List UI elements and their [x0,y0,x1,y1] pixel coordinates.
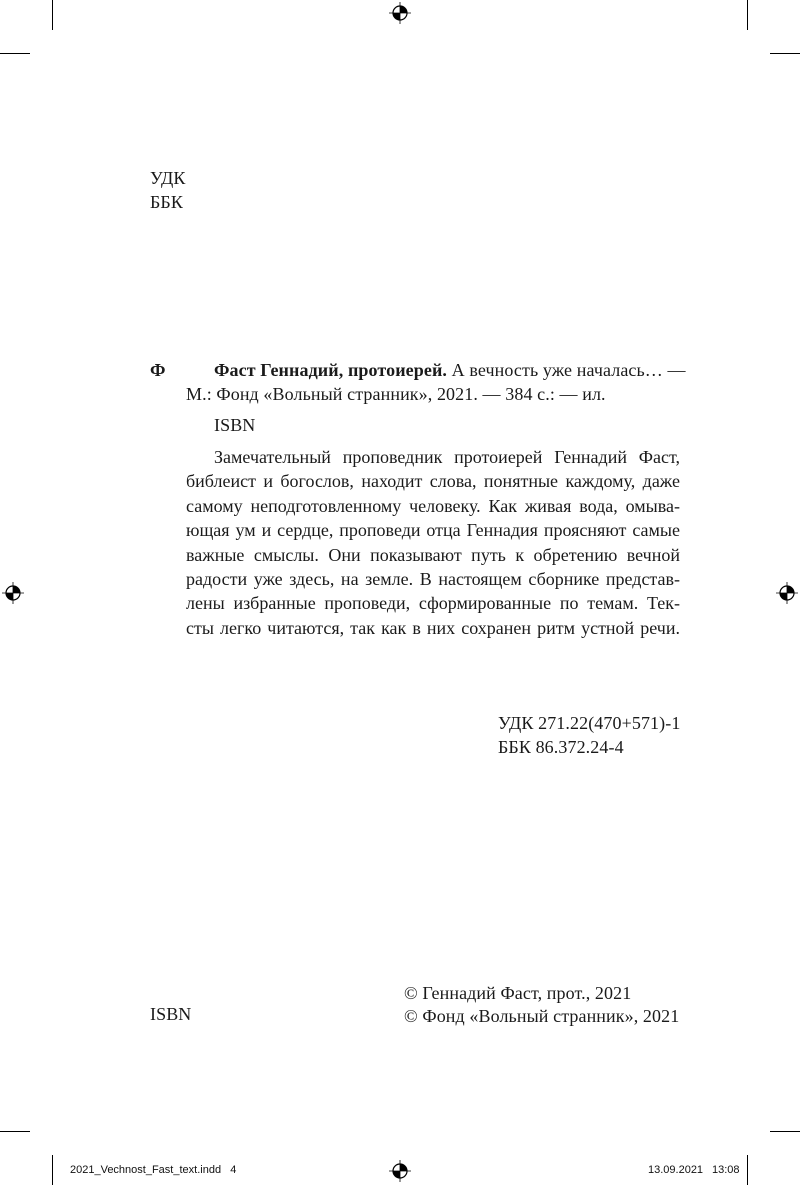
abstract-line: лены избранные проповеди, сформированные по темам. Тек- [186,593,680,614]
citation-author: Фаст Геннадий, протоиерей. [214,360,448,380]
crop-mark-left-top [0,53,30,54]
bottom-isbn: ISBN [150,1004,192,1024]
abstract-line: сты легко читаются, так как в них сохранен ритм устной речи. [186,617,680,638]
abstract-line: ющая ум и сердце, проповеди отца Геннадия проясняют самые [186,520,680,541]
isbn-label: ISBN [214,415,256,435]
registration-mark-top-icon [389,2,411,24]
abstract-line: самому неподготовленному человеку. Как живая вода, омыва- [186,495,680,516]
crop-mark-top-right [747,0,748,30]
bbk-placeholder: ББК [150,192,183,212]
abstract-line: библеист и богослов, находит слова, понятные каждому, даже [186,471,680,492]
catalog-letter: Ф [150,360,166,380]
abstract-line: Замечательный проповедник протоиерей Геннадий Фаст, [214,447,680,467]
copyright-publisher: © Фонд «Вольный странник», 2021 [404,1006,680,1026]
citation-line-1 [214,358,686,382]
udk-code: УДК 271.22(470+571)-1 [498,713,681,733]
udk-placeholder: УДК [150,168,186,188]
citation-line-2: М.: Фонд «Вольный странник», 2021. — 384 с.: — ил. [186,384,606,404]
crop-mark-right-top [770,53,800,54]
crop-mark-bottom-left [52,1155,53,1185]
crop-mark-top-left [52,0,53,30]
registration-mark-right-icon [776,582,798,604]
crop-mark-right-bottom [770,1131,800,1132]
citation-title: А вечность уже началась… — [447,360,686,380]
slug-date: 13.09.2021 [648,1164,704,1176]
bbk-code: ББК 86.372.24-4 [498,737,624,757]
crop-mark-bottom-right [747,1155,748,1185]
abstract [186,445,680,640]
registration-mark-left-icon [2,582,24,604]
registration-mark-bottom-icon [389,1160,411,1182]
abstract-line: важные смыслы. Они показывают путь к обретению вечной [186,544,680,565]
slug-time: 13:08 [712,1164,740,1176]
abstract-line: радости уже здесь, на земле. В настоящем сборнике представ- [186,569,680,590]
slug-filename: 2021_Vechnost_Fast_text.indd 4 [70,1164,237,1176]
copyright-author: © Геннадий Фаст, прот., 2021 [404,983,632,1003]
crop-mark-left-bottom [0,1131,30,1132]
